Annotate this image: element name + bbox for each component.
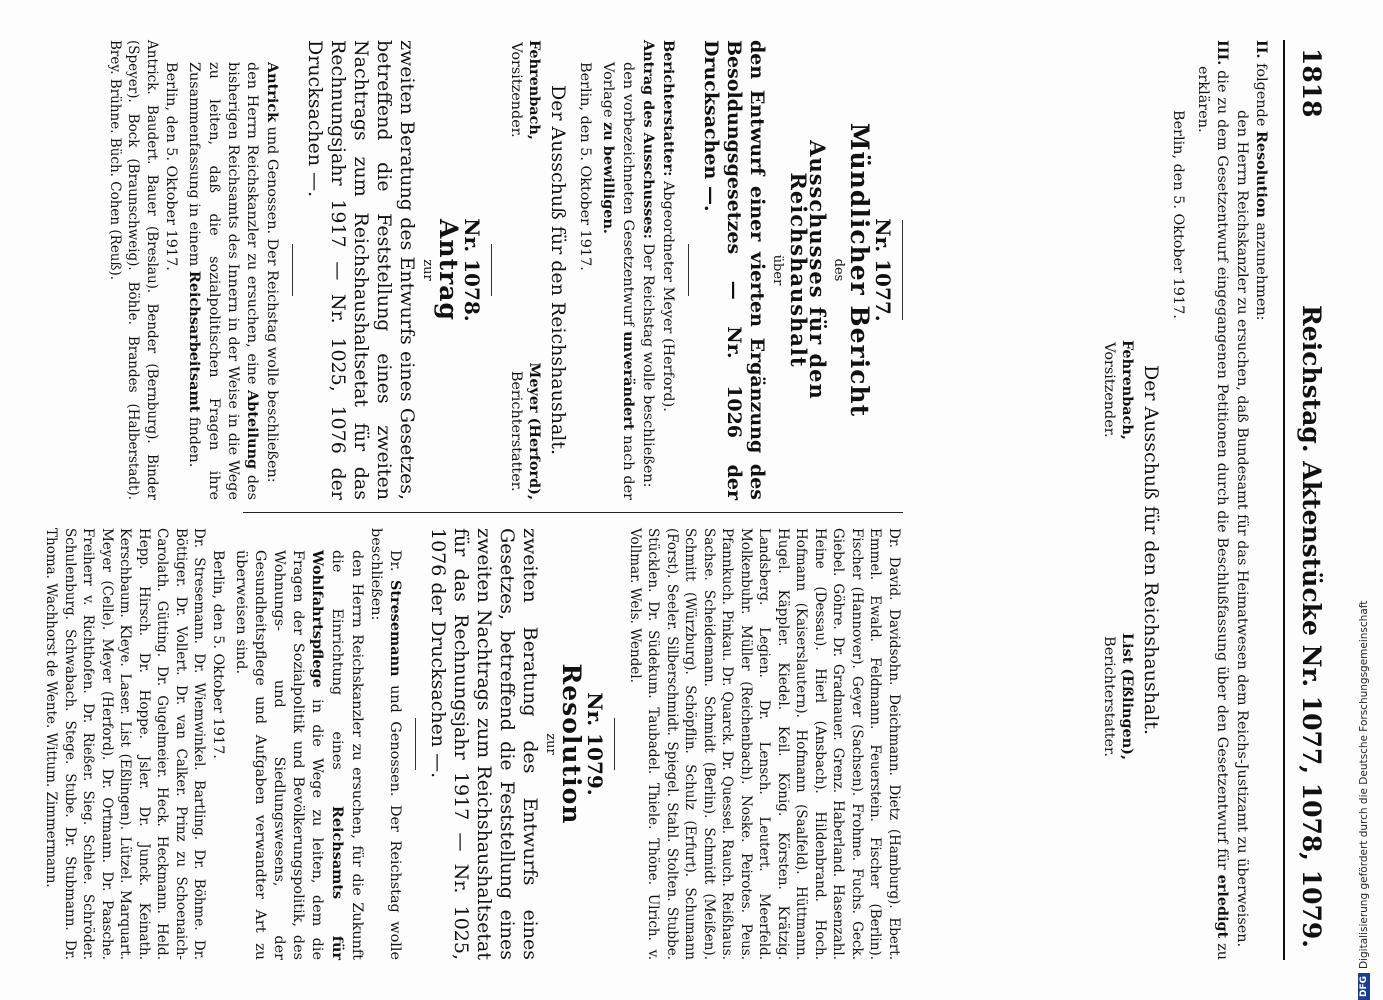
page-header xyxy=(1288,40,1328,960)
nr1079-signers: Dr. Stresemann. Dr. Wiemwinkel. Bartling. Dr. Böhme. Dr. Böttiger. Dr. Vollert. Dr. van Calker. Prinz zu Schoenaich-Carolath. Gütting. Dr. Gugelmeier. Heck. Heckmann. Held. Hepp. Hirsch. Dr. Hoppe. Jsler. Dr. Junck. Keinath. Kerschbaum. Kleye. Laser. List (Eßlingen). Lützel. Marquart. Meyer (Celle). Meyer (Herford). Dr. Ortmann. Dr. Paasche. Freiherr v. Richthofen. Dr. Rießer. Sieg. Schlee. Schröder. Schulenburg. Schwabach. Stege. Stube. Dr. Stubmann. Dr. Thoma. Wachhorst de Wente. Wittum. Zimmermann. xyxy=(43,528,208,960)
item-iii: III. die zu dem Gesetzentwurf eingegangenen Petitionen durch die Beschlußfassung über den Gesetzentwurf für erledigt zu erklären. xyxy=(1195,40,1231,961)
top-section xyxy=(1099,40,1271,960)
nr1077-des: des xyxy=(831,258,846,282)
nr1077-sig-reporter: Meyer (Herford), Berichterstatter. xyxy=(508,362,543,500)
nr1077-signature xyxy=(506,40,567,500)
column-divider xyxy=(243,512,903,513)
nr1078-title: Antrag xyxy=(434,219,463,321)
top-sig-reporter: List (Eßlingen), Berichterstatter. xyxy=(1101,633,1136,760)
nr1078-subject: zweiten Beratung des Entwurfs eines Gesetzes, betreffend die Feststellung eines zweiten Nachtrags zum Reichshaushaltsetat für das Rechnungsjahr 1917 — Nr. 1025, 1076 der Drucksachen —. xyxy=(304,40,418,500)
nr1077-number: Nr. 1077. xyxy=(871,218,895,322)
dfg-footer xyxy=(1358,601,1370,1000)
nr1078-signers: Antrick. Baudert. Bauer (Breslau). Bender (Bernburg). Binder (Speyer). Bock (Braunschweig). Böhle. Brandes (Halberstadt). Brey. Brühne. Büch. Cohen (Reuß). xyxy=(107,40,160,500)
right-column xyxy=(42,528,903,960)
top-date: Berlin, den 5. Oktober 1917. xyxy=(1170,110,1186,319)
left-column xyxy=(106,40,914,500)
nr1079-date: Berlin, den 5. Oktober 1917. xyxy=(210,550,227,759)
top-sig-chair: Fehrenbach, Vorsitzender. xyxy=(1101,340,1136,440)
nr1078-intro: Antrick und Genossen. Der Reichstag wolle beschließen: xyxy=(264,62,281,483)
nr1077-committee: Ausschusses für den Reichshaushalt xyxy=(786,140,830,400)
nr1079-title: Resolution xyxy=(557,663,587,825)
page-number: 1818 xyxy=(1297,48,1326,118)
nr1078-number: Nr. 1078. xyxy=(460,218,484,322)
nr1078-zur: zur xyxy=(420,259,435,281)
nr1077-reporter: Berichterstatter: Abgeordneter Meyer (Herford). xyxy=(660,40,677,412)
nr1077-antrag-quote: den vorbezeichneten Gesetzentwurf unverändert nach der Vorlage zu bewilligen. xyxy=(600,62,637,500)
nr1079-number: Nr. 1079. xyxy=(583,692,608,796)
nr1077-sig-chair: Fehrenbach, Vorsitzender. xyxy=(508,40,543,140)
nr1079-subject: zweiten Beratung des Entwurfs eines Gesetzes, betreffend die Feststellung eines zweiten Nachtrags zum Reichshaushaltsetat für das Rechnungsjahr 1917 — Nr. 1025, 1076 der Drucksachen —. xyxy=(427,528,542,960)
nr1077-ueber: über xyxy=(770,254,785,286)
nr1077-title: Mündlicher Bericht xyxy=(845,122,874,418)
top-committee: Der Ausschuß für den Reichshaushalt. xyxy=(1140,364,1162,736)
top-signature xyxy=(1099,340,1160,760)
dfg-logo: DFG xyxy=(1358,973,1370,1000)
nr1077-antrag: Antrag des Ausschusses: Der Reichstag wolle beschließen: xyxy=(640,40,657,488)
header-rule xyxy=(1283,40,1285,960)
col2-names: Dr. David. Davidsohn. Deichmann. Dietz (Hamburg). Ebert. Emmel. Ewald. Feldmann. Feuerstein. Fischer (Berlin). Fischer (Hannover). Geyer (Sachsen). Frohme. Fuchs. Geck. Giebel. Göhre. Dr. Gradnauer. Grenz. Haberland. Hasenzahl. Heine (Dessau). Hierl (Ansbach). Hildenbrand. Hoch. Hofmann (Kaiserslautern). Hofmann (Saalfeld). Hüttmann. Hugel. Käppler. Kiedel. Keil. König. Körsten. Krätzig. Landsberg. Legien. Dr. Lensch. Leutert. Meerfeld. Molkenbuhr. Müller (Reichenbach). Noske. Peirotes. Peus. Pfannkuch. Pinkau. Dr. Quarck. Dr. Quessel. Rauch. Reißhaus. Sachse. Scheidemann. Schmidt (Berlin). Schmidt (Meißen). Schmitt (Würzburg). Schöpflin. Schulz (Erfurt). Schumann (Forst). Seeler. Silberschmidt. Spiegel. Stahl. Stolten. Stubbe. Stücklen. Dr. Südekum. Taubadel. Thiele. Thöne. Ulrich. v. Vollmar. Wels. Wendel. xyxy=(627,528,902,960)
nr1078-date: Berlin, den 5. Oktober 1917. xyxy=(163,62,179,271)
nr1077-date: Berlin, den 5. Oktober 1917. xyxy=(577,62,593,271)
nr1079-intro: Dr. Stresemann und Genossen. Der Reichstag wolle beschließen: xyxy=(368,528,405,960)
running-title: Reichstag. Aktenstücke Nr. 1077, 1078, 1079. xyxy=(1297,305,1326,948)
nr1077-committee-sig: Der Ausschuß für den Reichshaushalt. xyxy=(547,84,569,456)
nr1077-subject: den Entwurf einer vierten Ergänzung des Besoldungsgesetzes — Nr. 1026 der Drucksachen —. xyxy=(700,40,768,500)
nr1079-quote: den Herrn Reichskanzler zu ersuchen, für die Zukunft die Einrichtung eines Reichsamts für Wohlfahrtspflege in die Wege zu leiten, dem die Fragen der Sozialpolitik und Bevölkerungspolitik, des Wohnungs- und Siedlungswesens, der Gesundheitspflege und Aufgaben verwandter Art zu überweisen sind. xyxy=(233,550,366,960)
item-ii-quote: den Herrn Reichskanzler zu ersuchen, daß Bundesamt für das Heimatwesen dem Reichs-Justizamt zu überweisen. xyxy=(1234,110,1250,948)
item-ii: II. folgende Resolution anzunehmen: xyxy=(1253,40,1270,321)
nr1078-quote: den Herrn Reichskanzler zu ersuchen, eine Abteilung des bisherigen Reichsamts des Innern in der Weise in die Wege zu leiten, daß die sozialpolitischen Fragen ihre Zusammenfassung in einem Reichsarbeitsamt finden. xyxy=(186,62,261,501)
footer-text: Digitalisierung gefördert durch die Deutsche Forschungsgemeinschaft xyxy=(1358,600,1370,969)
nr1079-zur: zur xyxy=(543,733,559,755)
